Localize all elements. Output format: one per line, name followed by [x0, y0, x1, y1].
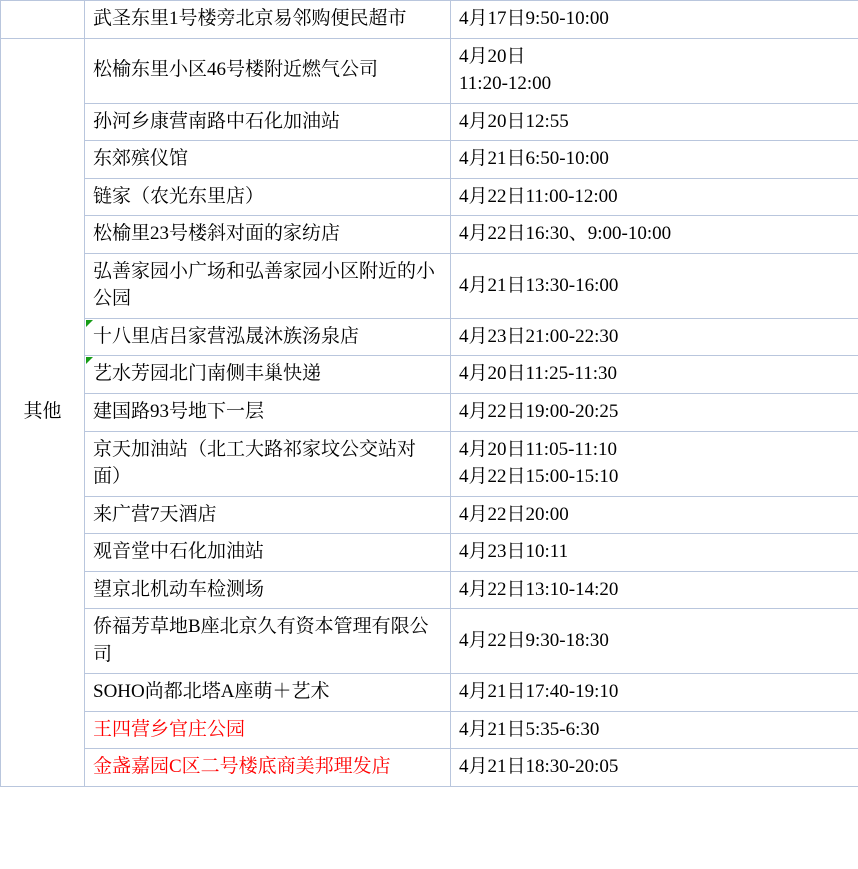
- location-cell: 京天加油站（北工大路祁家坟公交站对面）: [85, 431, 451, 496]
- location-cell: 武圣东里1号楼旁北京易邻购便民超市: [85, 1, 451, 39]
- location-cell: 东郊殡仪馆: [85, 141, 451, 179]
- location-cell-highlight: 王四营乡官庄公园: [85, 711, 451, 749]
- time-cell: [451, 431, 858, 496]
- table-row: [1, 38, 858, 103]
- table-row: [1, 431, 858, 496]
- table-body: [1, 1, 858, 787]
- table-row: [1, 103, 858, 141]
- time-cell: 4月20日12:55: [451, 103, 858, 141]
- table-row: [1, 178, 858, 216]
- table-row: [1, 394, 858, 432]
- time-cell: 4月23日21:00-22:30: [451, 318, 858, 356]
- table-row: [1, 711, 858, 749]
- location-cell: 十八里店吕家营泓晟沐族汤泉店: [85, 318, 451, 356]
- location-cell: SOHO尚都北塔A座萌＋艺术: [85, 674, 451, 712]
- time-cell: [451, 38, 858, 103]
- table-row: [1, 318, 858, 356]
- time-line-2: 11:20-12:00: [459, 73, 552, 95]
- table-row: [1, 674, 858, 712]
- location-cell: 松榆里23号楼斜对面的家纺店: [85, 216, 451, 254]
- time-cell: 4月22日16:30、9:00-10:00: [451, 216, 858, 254]
- category-cell-previous: [1, 1, 85, 39]
- time-cell: 4月20日11:25-11:30: [451, 356, 858, 394]
- time-line-1: 4月20日11:05-11:10: [459, 438, 617, 460]
- time-cell: 4月22日20:00: [451, 496, 858, 534]
- location-cell: 建国路93号地下一层: [85, 394, 451, 432]
- time-cell: 4月22日11:00-12:00: [451, 178, 858, 216]
- location-cell: 弘善家园小广场和弘善家园小区附近的小公园: [85, 253, 451, 318]
- table-row: [1, 749, 858, 787]
- time-cell: 4月17日9:50-10:00: [451, 1, 858, 39]
- time-cell: 4月21日17:40-19:10: [451, 674, 858, 712]
- table-row: [1, 496, 858, 534]
- table-row: [1, 1, 858, 39]
- location-cell: 艺水芳园北门南侧丰巢快递: [85, 356, 451, 394]
- table-row: [1, 356, 858, 394]
- table-row: [1, 216, 858, 254]
- time-cell: 4月21日18:30-20:05: [451, 749, 858, 787]
- time-cell: 4月21日5:35-6:30: [451, 711, 858, 749]
- location-cell: 望京北机动车检测场: [85, 571, 451, 609]
- location-cell: 孙河乡康营南路中石化加油站: [85, 103, 451, 141]
- table-row: [1, 609, 858, 674]
- location-cell: 来广营7天酒店: [85, 496, 451, 534]
- time-cell: 4月23日10:11: [451, 534, 858, 572]
- table-row: [1, 534, 858, 572]
- time-cell: 4月22日19:00-20:25: [451, 394, 858, 432]
- location-cell: 观音堂中石化加油站: [85, 534, 451, 572]
- time-cell: 4月22日13:10-14:20: [451, 571, 858, 609]
- time-line-1: 4月20日: [459, 45, 526, 67]
- location-cell-highlight: 金盏嘉园C区二号楼底商美邦理发店: [85, 749, 451, 787]
- category-cell-other: 其他: [1, 38, 85, 786]
- time-cell: 4月21日13:30-16:00: [451, 253, 858, 318]
- location-cell: 松榆东里小区46号楼附近燃气公司: [85, 38, 451, 103]
- time-line-2: 4月22日15:00-15:10: [459, 466, 619, 488]
- table-row: [1, 253, 858, 318]
- time-cell: 4月21日6:50-10:00: [451, 141, 858, 179]
- location-cell: 链家（农光东里店）: [85, 178, 451, 216]
- table-row: [1, 571, 858, 609]
- location-cell: 侨福芳草地B座北京久有资本管理有限公司: [85, 609, 451, 674]
- table-row: [1, 141, 858, 179]
- time-cell: 4月22日9:30-18:30: [451, 609, 858, 674]
